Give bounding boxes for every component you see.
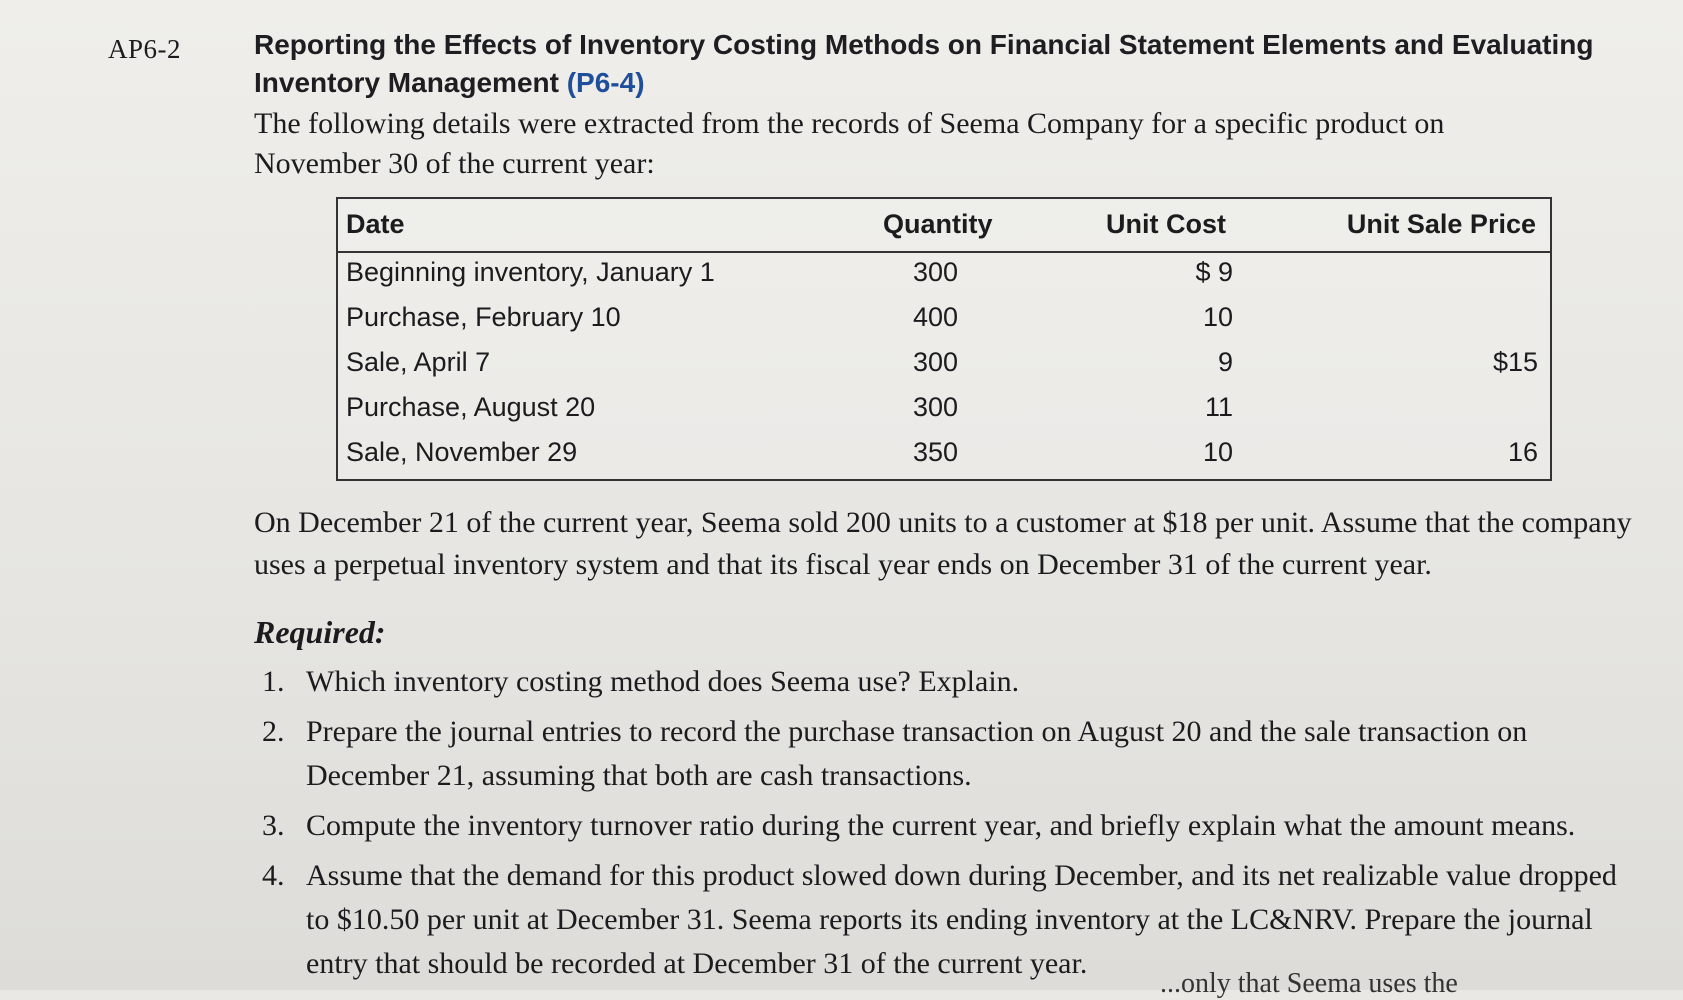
list-item: [262, 710, 1642, 798]
header-date: Date: [346, 209, 405, 239]
cell-quantity: 300: [913, 257, 959, 287]
cell-unit-cost: 10: [1202, 437, 1233, 467]
header-unit-sale-price: Unit Sale Price: [1346, 209, 1536, 239]
cell-date: Sale, November 29: [346, 437, 578, 467]
list-item: [262, 660, 1642, 704]
table-row: [338, 341, 1550, 386]
item-number: 2.: [262, 715, 285, 748]
table-row: [338, 296, 1550, 341]
title-reference: (P6-4): [566, 67, 645, 98]
cell-unit-sale-price: 16: [1507, 437, 1538, 467]
table-row: [338, 431, 1550, 476]
cell-quantity: 350: [913, 437, 959, 467]
cell-date: Purchase, February 10: [346, 302, 621, 332]
item-text: Which inventory costing method does Seema use? Explain.: [306, 665, 1020, 698]
item-number: 3.: [262, 809, 285, 842]
cutoff-text: ...only that Seema uses the: [1160, 968, 1458, 999]
cell-quantity: 300: [913, 392, 959, 422]
intro-paragraph: The following details were extracted from the records of Seema Company for a specific product on November 30 of the current year:: [254, 107, 1445, 180]
cell-unit-cost: 9: [1217, 347, 1233, 377]
item-text: Assume that the demand for this product slowed down during December, and its net realizable value dropped to $10.50 per unit at December 31. Seema reports its ending inventory at the LC&NRV. Prepare the journal entry that should be recorded at December 31 of the current year.: [306, 859, 1617, 980]
inventory-table: [336, 197, 1552, 481]
cell-unit-cost: 11: [1204, 392, 1233, 422]
cell-unit-cost: $ 9: [1195, 257, 1233, 287]
item-number: 1.: [262, 665, 285, 698]
cell-date: Sale, April 7: [346, 347, 491, 377]
item-text: Compute the inventory turnover ratio during the current year, and briefly explain what the amount means.: [306, 809, 1576, 842]
title-text: Reporting the Effects of Inventory Costing Methods on Financial Statement Elements and Evaluating Inventory Management: [254, 29, 1594, 98]
requirements-list: [262, 660, 1642, 992]
table-row: [338, 251, 1550, 296]
cell-unit-cost: 10: [1202, 302, 1233, 332]
item-number: 4.: [262, 859, 285, 892]
cell-quantity: 300: [913, 347, 959, 377]
required-heading: Required:: [254, 614, 386, 650]
problem-id: AP6-2: [108, 34, 182, 64]
list-item: [262, 804, 1642, 848]
cell-unit-sale-price: $15: [1492, 347, 1538, 377]
list-item: [262, 854, 1642, 986]
header-quantity: Quantity: [883, 209, 993, 239]
item-text: Prepare the journal entries to record the purchase transaction on August 20 and the sale transaction on December 21, assuming that both are cash transactions.: [306, 715, 1528, 792]
scenario-paragraph: On December 21 of the current year, Seema sold 200 units to a customer at $18 per unit. Assume that the company uses a perpetual inventory system and that its fiscal year ends on December 31 of the current year.: [254, 506, 1632, 581]
cell-quantity: 400: [913, 302, 959, 332]
cell-date: Purchase, August 20: [346, 392, 596, 422]
table-row: [338, 386, 1550, 431]
header-unit-cost: Unit Cost: [1106, 209, 1226, 239]
problem-title: [254, 26, 1594, 102]
table-header: [338, 199, 1550, 253]
cell-date: Beginning inventory, January 1: [346, 257, 715, 287]
